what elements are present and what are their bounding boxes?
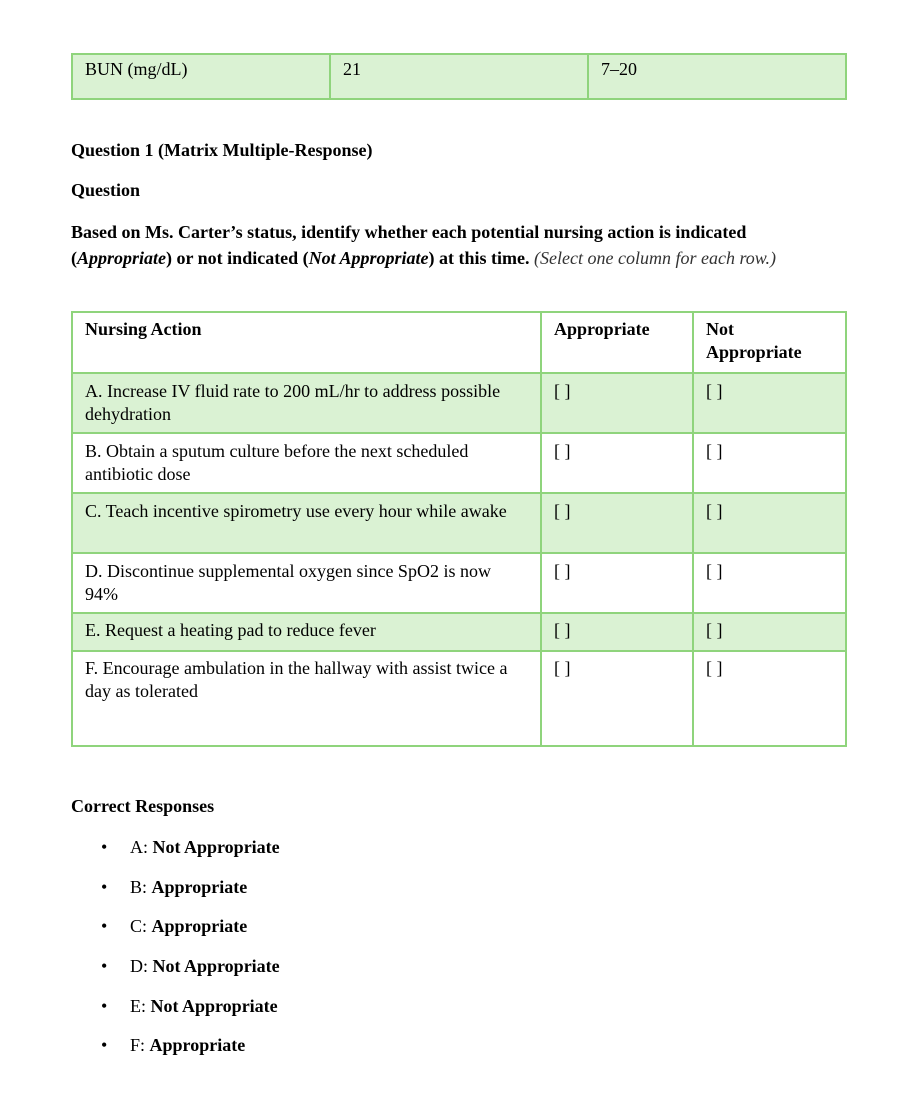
response-answer: Appropriate (151, 916, 248, 937)
lab-row-bun (72, 54, 846, 99)
stem-part-3: ) at this time. (428, 248, 530, 268)
action-text: D. Discontinue supplemental oxygen since SpO2 is now 94% (72, 553, 541, 613)
bullet-icon: • (101, 995, 108, 1016)
matrix-row-a (72, 373, 846, 433)
lab-value: 21 (330, 54, 588, 99)
stem-instruction: (Select one column for each row.) (529, 248, 776, 268)
not-appropriate-checkbox[interactable]: [ ] (693, 553, 846, 613)
lab-reference-range: 7–20 (588, 54, 846, 99)
action-text: E. Request a heating pad to reduce fever (72, 613, 541, 651)
action-text: B. Obtain a sputum culture before the next scheduled antibiotic dose (72, 433, 541, 493)
response-letter: E: (130, 995, 146, 1016)
stem-part-2: ) or not indicated ( (166, 248, 309, 268)
correct-response-d (71, 953, 280, 993)
lab-results-table (71, 53, 847, 100)
response-letter: C: (130, 916, 148, 937)
appropriate-checkbox[interactable]: [ ] (541, 613, 693, 651)
response-answer: Appropriate (151, 876, 248, 897)
correct-response-f (71, 1032, 280, 1072)
stem-not-appropriate-word: Not Appropriate (308, 248, 429, 268)
appropriate-checkbox[interactable]: [ ] (541, 433, 693, 493)
not-appropriate-checkbox[interactable]: [ ] (693, 433, 846, 493)
matrix-row-c (72, 493, 846, 553)
appropriate-checkbox[interactable]: [ ] (541, 651, 693, 746)
question-title: Question 1 (Matrix Multiple-Response) (71, 140, 373, 160)
correct-response-e (71, 993, 280, 1033)
correct-responses-list (71, 834, 280, 1072)
response-letter: D: (130, 956, 148, 977)
bullet-icon: • (101, 1035, 108, 1056)
header-appropriate: Appropriate (541, 312, 693, 373)
bullet-icon: • (101, 837, 108, 857)
action-text: F. Encourage ambulation in the hallway with assist twice a day as tolerated (72, 651, 541, 746)
not-appropriate-checkbox[interactable]: [ ] (693, 493, 846, 553)
not-appropriate-checkbox[interactable]: [ ] (693, 651, 846, 746)
matrix-header-row (72, 312, 846, 373)
question-label: Question (71, 180, 141, 200)
matrix-row-e (72, 613, 846, 651)
action-text: A. Increase IV fluid rate to 200 mL/hr to address possible dehydration (72, 373, 541, 433)
appropriate-checkbox[interactable]: [ ] (541, 553, 693, 613)
question-stem (71, 219, 845, 271)
header-not-appropriate: Not Appropriate (693, 312, 846, 373)
correct-response-c (71, 913, 280, 953)
correct-responses-title: Correct Responses (71, 796, 215, 816)
response-letter: B: (130, 876, 148, 897)
matrix-row-f (72, 651, 846, 746)
bullet-icon: • (101, 916, 108, 937)
response-letter: A: (130, 837, 148, 857)
bullet-icon: • (101, 876, 108, 897)
correct-response-a (71, 834, 280, 874)
appropriate-checkbox[interactable]: [ ] (541, 373, 693, 433)
response-answer: Not Appropriate (150, 995, 278, 1016)
not-appropriate-checkbox[interactable]: [ ] (693, 373, 846, 433)
not-appropriate-checkbox[interactable]: [ ] (693, 613, 846, 651)
response-answer: Appropriate (149, 1035, 246, 1056)
appropriate-checkbox[interactable]: [ ] (541, 493, 693, 553)
response-answer: Not Appropriate (152, 956, 280, 977)
matrix-row-d (72, 553, 846, 613)
action-text: C. Teach incentive spirometry use every hour while awake (72, 493, 541, 553)
correct-response-b (71, 874, 280, 914)
response-answer: Not Appropriate (152, 837, 280, 857)
header-nursing-action: Nursing Action (72, 312, 541, 373)
response-letter: F: (130, 1035, 146, 1056)
nursing-action-matrix (71, 311, 847, 747)
matrix-row-b (72, 433, 846, 493)
bullet-icon: • (101, 956, 108, 977)
lab-label: BUN (mg/dL) (72, 54, 330, 99)
stem-appropriate-word: Appropriate (77, 248, 167, 268)
stem-part-1: Based on Ms. Carter’s status, identify whether each potential nursing action is indicated ( (71, 222, 747, 268)
